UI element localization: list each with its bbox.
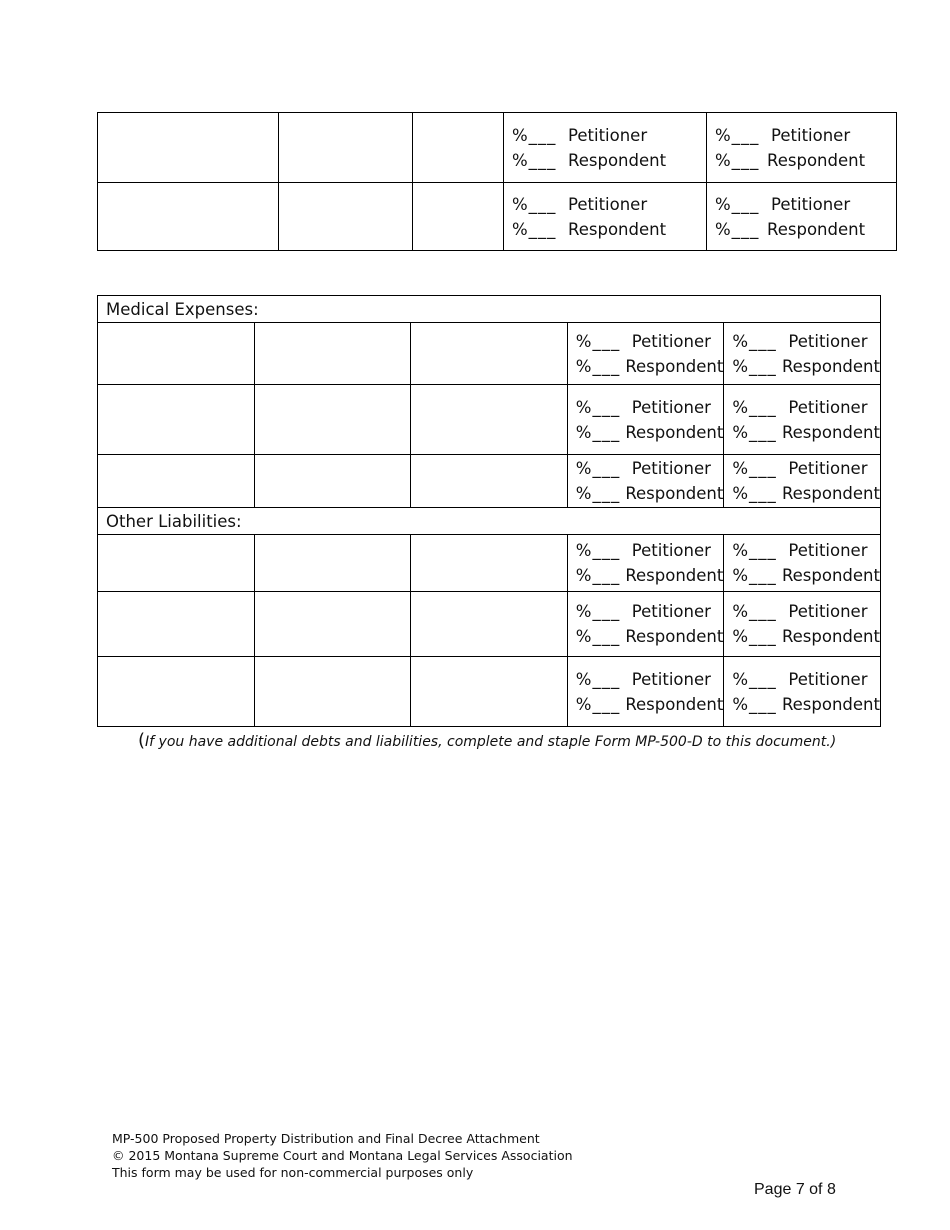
creditor-cell[interactable] (254, 592, 411, 657)
respondent-label: Respondent (781, 566, 880, 585)
percent-blank[interactable]: %___ (575, 356, 621, 376)
description-cell[interactable] (98, 385, 255, 455)
table-row (98, 113, 897, 183)
description-cell[interactable] (98, 455, 255, 508)
amount-cell[interactable] (411, 592, 568, 657)
note-open-paren: ( (138, 730, 146, 751)
proposed-allocation-cell[interactable] (567, 592, 724, 657)
respondent-label: Respondent (568, 150, 667, 170)
percent-blank[interactable]: %___ (575, 484, 621, 503)
petitioner-label: Petitioner (568, 125, 648, 145)
final-allocation-cell[interactable] (707, 113, 897, 183)
percent-blank[interactable]: %___ (732, 627, 777, 646)
respondent-label: Respondent (625, 566, 724, 585)
percent-blank[interactable]: %___ (732, 422, 777, 442)
creditor-cell[interactable] (279, 113, 413, 183)
proposed-allocation-cell[interactable] (504, 113, 707, 183)
respondent-label: Respondent (625, 694, 724, 714)
final-allocation-cell[interactable] (724, 535, 881, 592)
final-allocation-cell[interactable] (724, 323, 881, 385)
footer-copyright: © 2015 Montana Supreme Court and Montana Legal Services Association (112, 1148, 573, 1163)
description-cell[interactable] (98, 183, 279, 251)
table-row (98, 385, 881, 455)
percent-blank[interactable]: %___ (732, 397, 777, 417)
description-cell[interactable] (98, 113, 279, 183)
percent-blank[interactable]: %___ (715, 194, 760, 214)
other-liabilities-heading: Other Liabilities: (98, 508, 881, 535)
amount-cell[interactable] (413, 113, 504, 183)
percent-blank[interactable]: %___ (715, 219, 760, 239)
final-allocation-cell[interactable] (724, 455, 881, 508)
percent-blank[interactable]: %___ (575, 694, 621, 714)
creditor-cell[interactable] (254, 535, 411, 592)
percent-blank[interactable]: %___ (512, 150, 557, 170)
percent-blank[interactable]: %___ (575, 422, 621, 442)
percent-blank[interactable]: %___ (732, 331, 777, 351)
petitioner-label: Petitioner (788, 602, 868, 621)
percent-blank[interactable]: %___ (575, 602, 621, 621)
percent-blank[interactable]: %___ (512, 194, 557, 214)
respondent-label: Respondent (568, 219, 667, 239)
percent-blank[interactable]: %___ (732, 356, 777, 376)
petitioner-label: Petitioner (631, 602, 711, 621)
table-row (98, 657, 881, 727)
creditor-cell[interactable] (279, 183, 413, 251)
petitioner-label: Petitioner (788, 331, 868, 351)
respondent-label: Respondent (625, 356, 724, 376)
proposed-allocation-cell[interactable] (567, 657, 724, 727)
respondent-label: Respondent (767, 150, 866, 170)
percent-blank[interactable]: %___ (732, 541, 777, 560)
percent-blank[interactable]: %___ (575, 541, 621, 560)
final-allocation-cell[interactable] (707, 183, 897, 251)
percent-blank[interactable]: %___ (575, 669, 621, 689)
proposed-allocation-cell[interactable] (567, 323, 724, 385)
petitioner-label: Petitioner (631, 331, 711, 351)
liabilities-table-top (97, 112, 897, 251)
creditor-cell[interactable] (254, 657, 411, 727)
footer-usage-notice: This form may be used for non-commercial purposes only (112, 1165, 474, 1180)
respondent-label: Respondent (625, 484, 724, 503)
percent-blank[interactable]: %___ (715, 125, 760, 145)
respondent-label: Respondent (767, 219, 866, 239)
percent-blank[interactable]: %___ (512, 125, 557, 145)
amount-cell[interactable] (411, 385, 568, 455)
petitioner-label: Petitioner (631, 459, 711, 478)
creditor-cell[interactable] (254, 385, 411, 455)
respondent-label: Respondent (781, 694, 880, 714)
creditor-cell[interactable] (254, 323, 411, 385)
percent-blank[interactable]: %___ (512, 219, 557, 239)
amount-cell[interactable] (413, 183, 504, 251)
respondent-label: Respondent (781, 484, 880, 503)
liabilities-table-main (97, 295, 881, 727)
form-footer (112, 1130, 573, 1181)
amount-cell[interactable] (411, 657, 568, 727)
table-row (98, 183, 897, 251)
proposed-allocation-cell[interactable] (567, 385, 724, 455)
section-header-row (98, 508, 881, 535)
table-row (98, 535, 881, 592)
petitioner-label: Petitioner (771, 125, 851, 145)
percent-blank[interactable]: %___ (732, 459, 777, 478)
description-cell[interactable] (98, 323, 255, 385)
final-allocation-cell[interactable] (724, 592, 881, 657)
respondent-label: Respondent (781, 627, 880, 646)
percent-blank[interactable]: %___ (715, 150, 760, 170)
table-row (98, 455, 881, 508)
petitioner-label: Petitioner (771, 194, 851, 214)
description-cell[interactable] (98, 657, 255, 727)
percent-blank[interactable]: %___ (732, 694, 777, 714)
petitioner-label: Petitioner (788, 669, 868, 689)
petitioner-label: Petitioner (788, 541, 868, 560)
respondent-label: Respondent (625, 422, 724, 442)
percent-blank[interactable]: %___ (575, 566, 621, 585)
proposed-allocation-cell[interactable] (567, 535, 724, 592)
petitioner-label: Petitioner (788, 397, 868, 417)
petitioner-label: Petitioner (631, 669, 711, 689)
description-cell[interactable] (98, 592, 255, 657)
percent-blank[interactable]: %___ (732, 669, 777, 689)
final-allocation-cell[interactable] (724, 385, 881, 455)
additional-debts-note (138, 730, 836, 751)
medical-expenses-heading: Medical Expenses: (98, 296, 881, 323)
final-allocation-cell[interactable] (724, 657, 881, 727)
petitioner-label: Petitioner (631, 541, 711, 560)
section-header-row (98, 296, 881, 323)
amount-cell[interactable] (411, 455, 568, 508)
respondent-label: Respondent (781, 422, 880, 442)
creditor-cell[interactable] (254, 455, 411, 508)
percent-blank[interactable]: %___ (732, 566, 777, 585)
proposed-allocation-cell[interactable] (567, 455, 724, 508)
respondent-label: Respondent (781, 356, 880, 376)
petitioner-label: Petitioner (631, 397, 711, 417)
petitioner-label: Petitioner (788, 459, 868, 478)
table-row (98, 323, 881, 385)
page-number: Page 7 of 8 (754, 1181, 836, 1198)
amount-cell[interactable] (411, 323, 568, 385)
petitioner-label: Petitioner (568, 194, 648, 214)
footer-form-title: MP-500 Proposed Property Distribution and Final Decree Attachment (112, 1131, 540, 1146)
amount-cell[interactable] (411, 535, 568, 592)
percent-blank[interactable]: %___ (732, 484, 777, 503)
table-row (98, 592, 881, 657)
percent-blank[interactable]: %___ (575, 459, 621, 478)
description-cell[interactable] (98, 535, 255, 592)
percent-blank[interactable]: %___ (575, 397, 621, 417)
percent-blank[interactable]: %___ (575, 331, 621, 351)
proposed-allocation-cell[interactable] (504, 183, 707, 251)
note-text: If you have additional debts and liabilities, complete and staple Form MP-500-D to this document.) (145, 734, 837, 750)
percent-blank[interactable]: %___ (575, 627, 621, 646)
respondent-label: Respondent (625, 627, 724, 646)
percent-blank[interactable]: %___ (732, 602, 777, 621)
